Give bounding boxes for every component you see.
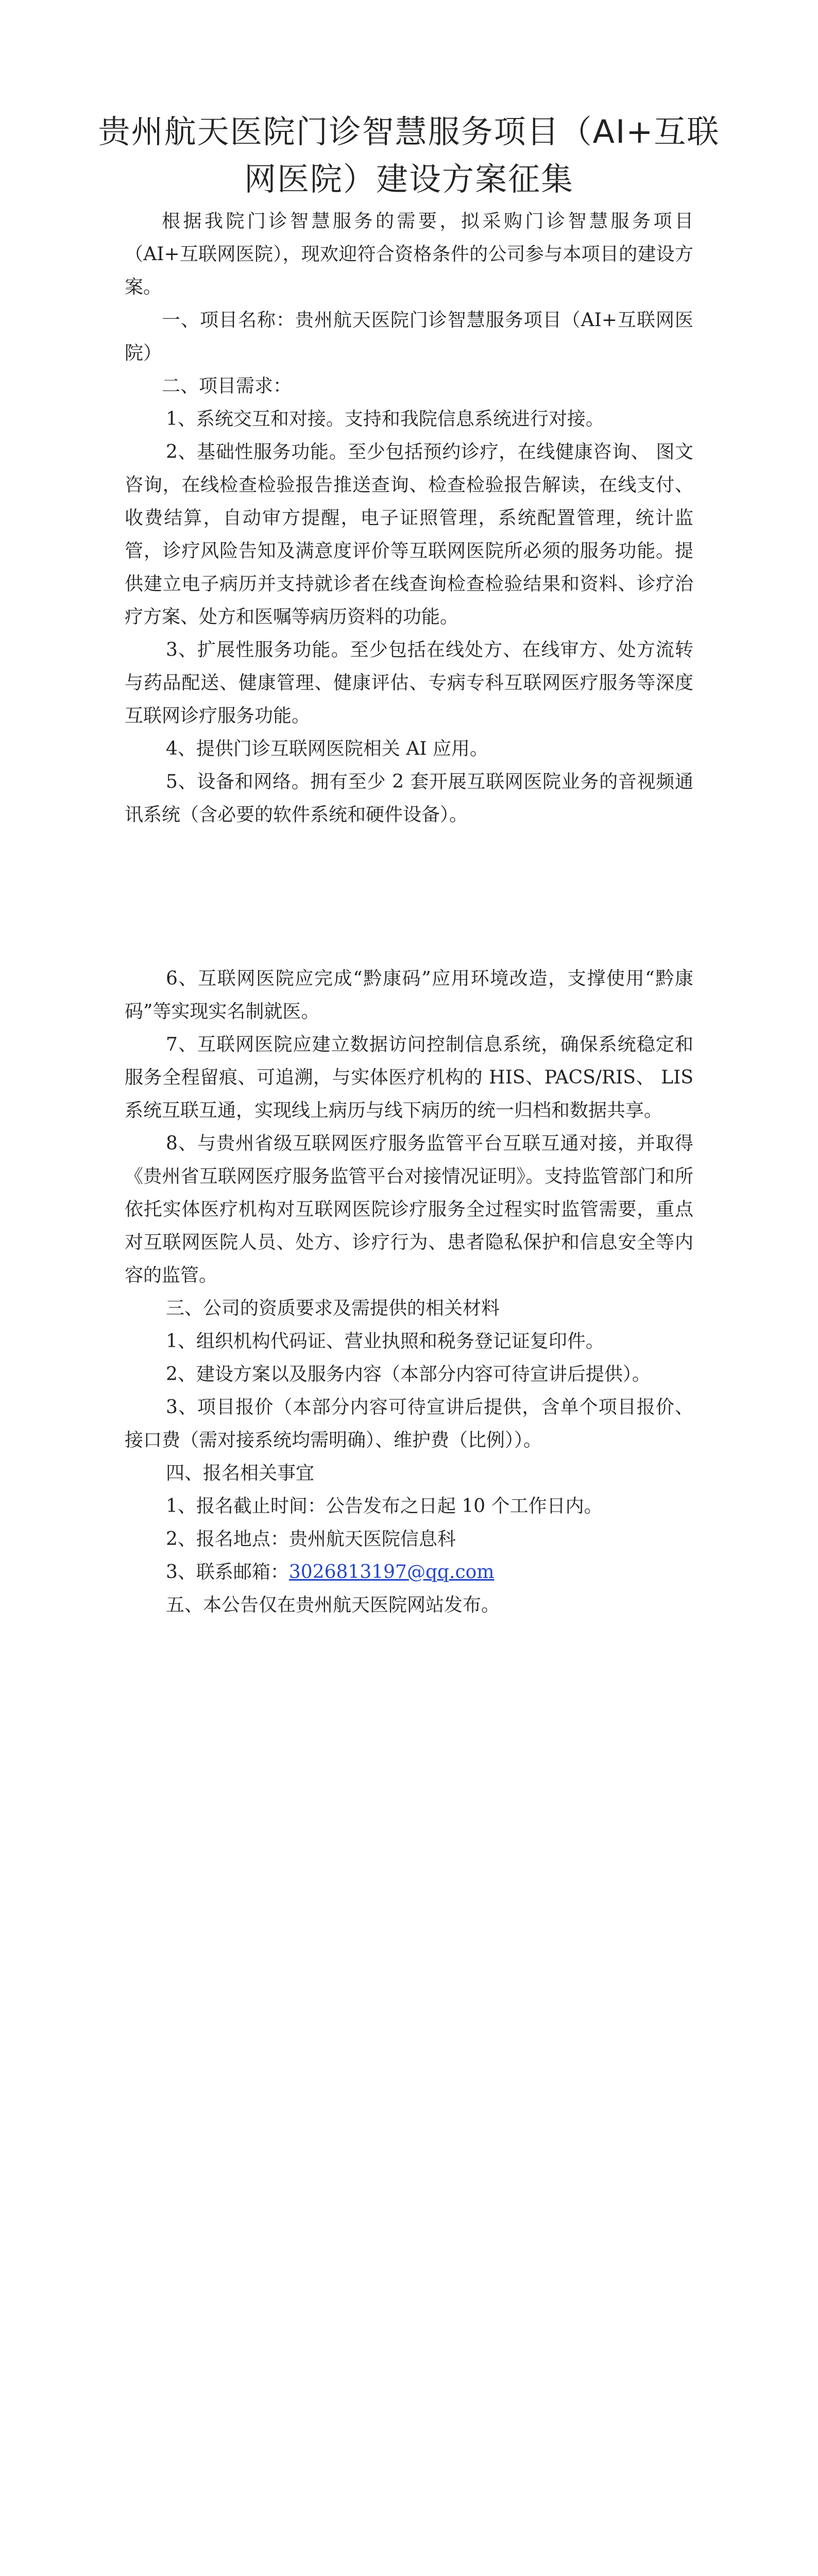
document-body	[125, 205, 693, 1622]
contact-email-link[interactable]: 3026813197@qq.com	[288, 1562, 495, 1583]
requirement-item: 6、互联网医院应完成“黔康码”应用环境改造，支撑使用“黔康码”等实现实名制就医。	[125, 968, 693, 1022]
requirement-item: 4、提供门诊互联网医院相关 AI 应用。	[166, 738, 489, 759]
registration-item: 1、报名截止时间：公告发布之日起 10 个工作日内。	[166, 1496, 603, 1517]
material-item: 1、组织机构代码证、营业执照和税务登记证复印件。	[166, 1331, 604, 1352]
requirement-item: 5、设备和网络。拥有至少 2 套开展互联网医院业务的音视频通讯系统（含必要的软件系统和硬件设备）。	[125, 771, 693, 825]
requirement-item: 8、与贵州省级互联网医疗服务监管平台互联互通对接，并取得《贵州省互联网医疗服务监管平台对接情况证明》。支持监管部门和所依托实体医疗机构对互联网医院诊疗服务全过程实时监管需要，重点对互联网医院人员、处方、诊疗行为、患者隐私保护和信息安全等内容的监管。	[125, 1133, 693, 1286]
section-publication-note: 五、本公告仅在贵州航天医院网站发布。	[166, 1595, 500, 1616]
section-requirements-heading: 二、项目需求：	[162, 376, 292, 397]
requirement-item: 1、系统交互和对接。支持和我院信息系统进行对接。	[166, 409, 604, 430]
email-label: 3、联系邮箱：	[166, 1562, 289, 1583]
material-item: 3、项目报价（本部分内容可待宣讲后提供，含单个项目报价、接口费（需对接系统均需明确）、维护费（比例））。	[125, 1397, 693, 1451]
registration-item-email	[125, 1556, 693, 1589]
intro-paragraph: 根据我院门诊智慧服务的需要，拟采购门诊智慧服务项目（AI+互联网医院），现欢迎符合资格条件的公司参与本项目的建设方案。	[125, 211, 693, 298]
requirement-item: 2、基础性服务功能。至少包括预约诊疗，在线健康咨询、 图文咨询，在线检查检验报告推送查询、检查检验报告解读，在线支付、收费结算，自动审方提醒，电子证照管理，系统配置管理，统计监管，诊疗风险告知及满意度评价等互联网医院所必须的服务功能。提供建立电子病历并支持就诊者在线查询检查检验结果和资料、诊疗治疗方案、处方和医嘱等病历资料的功能。	[125, 442, 693, 628]
requirement-item: 7、互联网医院应建立数据访问控制信息系统，确保系统稳定和服务全程留痕、可追溯，与实体医疗机构的 HIS、PACS/RIS、 LIS 系统互联互通，实现线上病历与线下病历的统一归档和数据共享。	[125, 1034, 693, 1121]
title-line-2: 网医院）建设方案征集	[244, 160, 574, 198]
material-item: 2、建设方案以及服务内容（本部分内容可待宣讲后提供）。	[166, 1364, 651, 1385]
registration-item: 2、报名地点：贵州航天医院信息科	[166, 1529, 456, 1550]
page-break-gap	[125, 832, 693, 962]
section-registration-heading: 四、报名相关事宜	[166, 1463, 315, 1484]
title-line-1: 贵州航天医院门诊智慧服务项目（AI+互联	[98, 113, 720, 150]
section-project-name: 一、项目名称：贵州航天医院门诊智慧服务项目（AI+互联网医院）	[125, 310, 693, 364]
document-title	[77, 108, 741, 203]
section-qualifications-heading: 三、公司的资质要求及需提供的相关材料	[166, 1298, 500, 1319]
requirement-item: 3、扩展性服务功能。至少包括在线处方、在线审方、处方流转与药品配送、健康管理、健康评估、专病专科互联网医疗服务等深度互联网诊疗服务功能。	[125, 639, 693, 726]
